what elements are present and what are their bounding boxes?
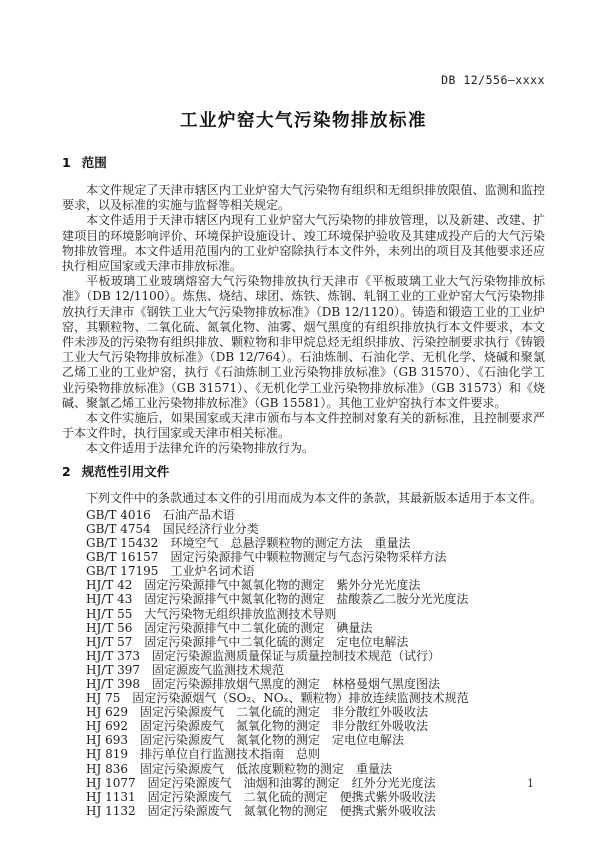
document-title: 工业炉窑大气污染物排放标准 xyxy=(180,111,427,131)
reference-item: HJ/T 57 固定污染源排气中二氧化硫的测定 定电位电解法 xyxy=(86,634,409,649)
paragraph: 本文件适用于法律允许的污染物排放行为。 xyxy=(86,441,315,456)
reference-item: HJ 75 固定污染源烟气（SO₂、NOₓ、颗粒物）排放连续监测技术规范 xyxy=(86,691,469,706)
section-2-number: 2 xyxy=(62,463,71,479)
reference-item: HJ/T 42 固定污染源排气中氮氧化物的测定 紫外分光光度法 xyxy=(86,578,421,593)
reference-item: GB/T 4754 国民经济行业分类 xyxy=(86,521,259,536)
reference-item: HJ/T 43 固定污染源排气中氮氧化物的测定 盐酸萘乙二胺分光光度法 xyxy=(86,592,469,607)
reference-item: HJ/T 55 大气污染物无组织排放监测技术导则 xyxy=(86,606,337,621)
section-1-number: 1 xyxy=(62,155,71,170)
reference-item: HJ 629 固定污染源废气 二氧化硫的测定 非分散红外吸收法 xyxy=(86,705,428,720)
references-list xyxy=(62,508,545,818)
reference-item: HJ 819 排污单位自行监测技术指南 总则 xyxy=(86,747,320,762)
section-1-body xyxy=(62,183,545,457)
page-number: 1 xyxy=(527,777,534,790)
reference-item: HJ 692 固定污染源废气 氮氧化物的测定 非分散红外吸收法 xyxy=(86,719,428,734)
reference-item: HJ 1131 固定污染源废气 二氧化硫的测定 便携式紫外吸收法 xyxy=(86,789,436,804)
paragraph: 本文件规定了天津市辖区内工业炉窑大气污染物有组织和无组织排放限值、监测和监控要求，以及标准的实施与监督等相关规定。 xyxy=(62,183,545,213)
section-1-title: 范围 xyxy=(81,155,107,170)
section-1-heading xyxy=(62,155,545,171)
reference-item: HJ 1132 固定污染源废气 氮氧化物的测定 便携式紫外吸收法 xyxy=(86,803,436,818)
reference-item: GB/T 4016 石油产品术语 xyxy=(86,507,235,522)
paragraph: 平板玻璃工业玻璃熔窑大气污染物排放执行天津市《平板玻璃工业大气污染物排放标准》（DB 12/1100）。炼焦、烧结、球团、炼铁、炼钢、轧钢工业的工业炉窑大气污染物排放执行天津市《钢铁工业大气污染物排放标准》（DB 12/1120）。铸造和锻造工业的工业炉窑，其颗粒物、二氧化硫、氮氧化物、油雾、烟气黑度的有组织排放执行本文件要求，本文件未涉及的污染物有组织排放、颗粒物和非甲烷总烃无组织排放、污染控制要求执行《铸锻工业大气污染物排放标准》（DB 12/764）。石油炼制、石油化学、无机化学、烧碱和聚氯乙烯工业的工业炉窑，执行《石油炼制工业污染物排放标准》（GB 31570）、《石油化学工业污染物排放标准》（GB 31571）、《无机化学工业污染物排放标准》（GB 31573）和《烧碱、聚氯乙烯工业污染物排放标准》（GB 15581）。其他工业炉窑执行本文件要求。 xyxy=(62,274,545,410)
references-intro: 下列文件中的条款通过本文件的引用而成为本文件的条款，其最新版本适用于本文件。 xyxy=(86,490,543,505)
reference-item: HJ/T 373 固定污染源监测质量保证与质量控制技术规范（试行） xyxy=(86,648,441,663)
reference-item: GB/T 16157 固定污染源排气中颗粒物测定与气态污染物采样方法 xyxy=(86,550,447,565)
doc-number: DB 12/556—xxxx xyxy=(441,73,545,87)
reference-item: GB/T 17195 工业炉名词术语 xyxy=(86,564,255,579)
reference-item: HJ/T 56 固定污染源排气中二氧化硫的测定 碘量法 xyxy=(86,620,373,635)
reference-item: HJ 693 固定污染源废气 氮氧化物的测定 定电位电解法 xyxy=(86,733,404,748)
paragraph: 本文件实施后，如果国家或天津市颁布与本文件控制对象有关的新标准，且控制要求严于本文件时，执行国家或天津市相关标准。 xyxy=(62,411,545,441)
reference-item: HJ 836 固定污染源废气 低浓度颗粒物的测定 重量法 xyxy=(86,761,392,776)
reference-item: GB/T 15432 环境空气 总悬浮颗粒物的测定方法 重量法 xyxy=(86,536,411,551)
reference-item: HJ/T 397 固定源废气监测技术规范 xyxy=(86,662,285,677)
section-2-heading xyxy=(62,464,545,480)
reference-item: HJ 1077 固定污染源废气 油烟和油雾的测定 红外分光光度法 xyxy=(86,775,436,790)
paragraph: 本文件适用于天津市辖区内现有工业炉窑大气污染物的排放管理，以及新建、改建、扩建项目的环境影响评价、环境保护设施设计、竣工环境保护验收及其建成投产后的大气污染物排放管理。本文件适用范围内的工业炉窑除执行本文件外，未列出的项目及其他要求还应执行相应国家或天津市排放标准。 xyxy=(62,213,545,274)
reference-item: HJ/T 398 固定污染源排放烟气黑度的测定 林格曼烟气黑度图法 xyxy=(86,676,441,691)
section-2-title: 规范性引用文件 xyxy=(81,463,170,479)
